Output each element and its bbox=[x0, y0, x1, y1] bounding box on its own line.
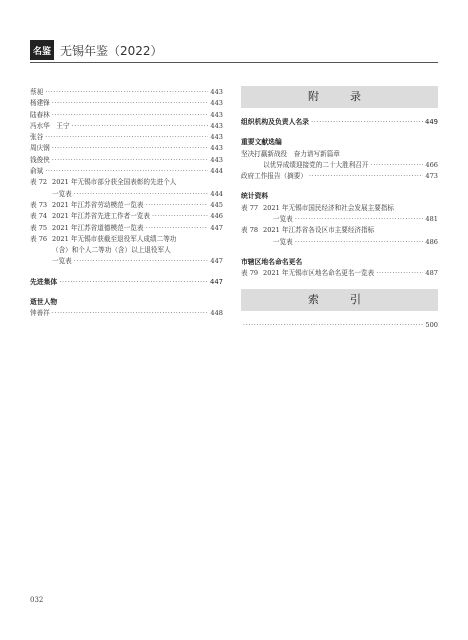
toc-table-entry[interactable]: 表 76 2021 年无锡市获截至退役军人成绩二等功 bbox=[30, 234, 177, 243]
toc-entry[interactable]: 蔡昶 ····· 443 bbox=[30, 86, 223, 97]
toc-entry[interactable]: 张谷 ····· 443 bbox=[30, 131, 223, 142]
toc-table-entry-cont[interactable]: 一览表 ····· 447 bbox=[30, 255, 223, 266]
toc-index-entry[interactable]: ····· 500 bbox=[241, 319, 438, 330]
toc-section-advanced[interactable]: 先进集体 ····· 447 bbox=[30, 276, 223, 287]
toc-left-column bbox=[30, 86, 223, 319]
yearbook-logo: 名鉴 bbox=[30, 40, 54, 60]
index-band: 索 引 bbox=[241, 289, 438, 311]
toc-section-place-names: 市辖区地名命名更名 bbox=[241, 257, 303, 266]
toc-table-entry[interactable]: 表 72 2021 年无锡市部分获全国表彰的先进个人 bbox=[30, 178, 177, 187]
toc-entry[interactable]: 钟善祥 ····· 448 bbox=[30, 307, 223, 318]
toc-table-entry[interactable]: 表 77 2021 年无锡市国民经济和社会发展主要指标 bbox=[241, 203, 394, 212]
book-title: 无锡年鉴（2022） bbox=[60, 43, 163, 58]
toc-table-entry[interactable]: 表 73 2021 年江苏省劳动模范一览表 ····· 445 bbox=[30, 199, 223, 210]
toc-section-docs: 重要文献选编 bbox=[241, 138, 282, 147]
toc-entry[interactable]: 陆春林 ····· 443 bbox=[30, 109, 223, 120]
toc-entry[interactable]: 杨建锋 ····· 443 bbox=[30, 97, 223, 108]
page-number: 032 bbox=[30, 596, 44, 604]
toc-entry[interactable]: 周庆钢 ····· 443 bbox=[30, 142, 223, 153]
toc-org-list[interactable]: 组织机构及负责人名录 ····· 449 bbox=[241, 116, 438, 127]
toc-entry[interactable]: 俞斌 ····· 444 bbox=[30, 165, 223, 176]
toc-table-entry[interactable]: 表 75 2021 年江苏省道德模范一览表 ····· 447 bbox=[30, 222, 223, 233]
toc-table-entry-cont: （含）和个人二等功（含）以上退役军人 bbox=[52, 246, 171, 255]
toc-doc-entry[interactable]: 政府工作报告（摘要） ····· 473 bbox=[241, 170, 438, 181]
toc-table-entry[interactable]: 表 74 2021 年江苏省先进工作者一览表 ····· 446 bbox=[30, 210, 223, 221]
toc-right-column bbox=[241, 86, 438, 330]
toc-entry[interactable]: 冯水华 王宁 ····· 443 bbox=[30, 120, 223, 131]
toc-doc-entry[interactable]: 以优异成绩迎接党的二十大胜利召开 ····· 466 bbox=[241, 159, 438, 170]
toc-table-entry-cont[interactable]: 一览表 ····· 444 bbox=[30, 188, 223, 199]
toc-entry[interactable]: 钱俊侠 ····· 443 bbox=[30, 154, 223, 165]
toc-section-stats: 统计资料 bbox=[241, 192, 269, 201]
header-rule bbox=[30, 62, 438, 63]
toc-table-entry[interactable]: 表 79 2021 年无锡市区地名命名更名一览表 ····· 487 bbox=[241, 267, 438, 278]
toc-table-entry-cont[interactable]: 一览表 ····· 481 bbox=[241, 213, 438, 224]
toc-doc-line[interactable]: 坚决打赢新战役 奋力谱写新篇章 bbox=[241, 149, 340, 158]
toc-section-deceased: 逝世人物 bbox=[30, 298, 58, 307]
toc-table-entry[interactable]: 表 78 2021 年江苏省各设区市主要经济指标 bbox=[241, 226, 375, 235]
toc-table-entry-cont[interactable]: 一览表 ····· 486 bbox=[241, 236, 438, 247]
page-header bbox=[30, 40, 163, 60]
appendix-band: 附 录 bbox=[241, 86, 438, 108]
